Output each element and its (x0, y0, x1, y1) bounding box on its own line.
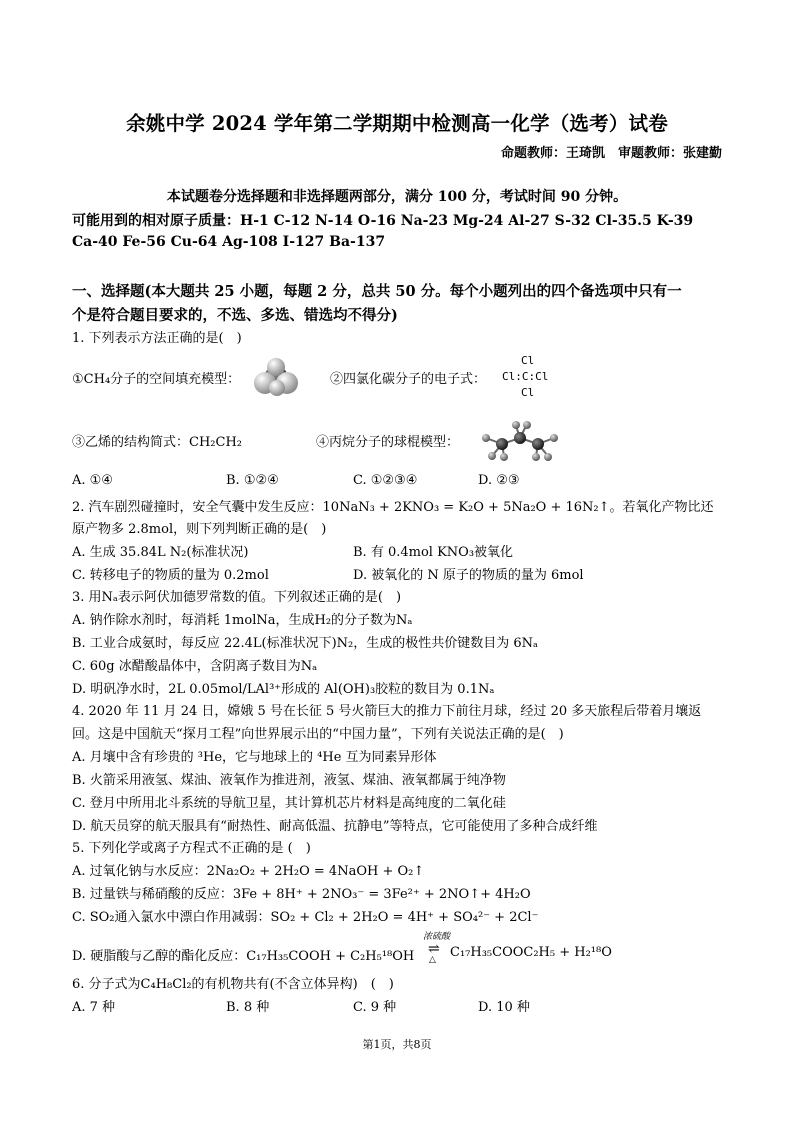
q6-stem: 6. 分子式为C₄H₈Cl₂的有机物共有(不含立体异构) ( ) (72, 977, 394, 992)
ccl4-electron-formula (502, 354, 552, 402)
q2-stem-line-2: 原产物多 2.8mol，则下列判断正确的是( ) (72, 522, 327, 537)
q6-option-a: A. 7 种 (72, 1000, 116, 1015)
q3-option-a: A. 钠作除水剂时，每消耗 1molNa，生成H₂的分子数为Nₐ (72, 613, 413, 628)
q1-item-3: ③乙烯的结构简式：CH₂CH₂ (72, 435, 242, 450)
q1-option-a: A. ①④ (72, 473, 113, 488)
q2-option-b: B. 有 0.4mol KNO₃被氧化 (353, 545, 514, 560)
q5-catalyst-label: 浓硫酸 (423, 932, 451, 942)
q1-option-c: C. ①②③④ (353, 473, 418, 488)
q1-item-1: ①CH₄分子的空间填充模型： (72, 372, 241, 387)
q3-option-d: D. 明矾净水时，2L 0.05mol/LAl³⁺形成的 Al(OH)₃胶粒的数目为 0.1Nₐ (72, 682, 495, 697)
q1-item-2: ②四氯化碳分子的电子式： (330, 372, 487, 387)
q6-option-b: B. 8 种 (226, 1000, 270, 1015)
exam-notice: 本试题卷分选择题和非选择题两部分，满分 100 分，考试时间 90 分钟。 (166, 189, 628, 205)
q3-option-c: C. 60g 冰醋酸晶体中，含阴离子数目为Nₐ (72, 659, 318, 674)
section-heading-line-1: 一、选择题(本大题共 25 小题，每题 2 分，总共 50 分。每个小题列出的四个备选项中只有一 (72, 283, 682, 300)
q5-option-d-right: C₁₇H₃₅COOC₂H₅ + H₂¹⁸O (450, 945, 612, 960)
ccl4-top-cl: Cl (521, 354, 535, 367)
q5-option-b: B. 过量铁与稀硝酸的反应：3Fe + 8H⁺ + 2NO₃⁻ = 3Fe²⁺ + 2NO↑+ 4H₂O (72, 887, 531, 902)
atomic-mass-line-2: Ca-40 Fe-56 Cu-64 Ag-108 I-127 Ba-137 (72, 234, 386, 250)
q1-item-4: ④丙烷分子的球棍模型： (316, 435, 460, 450)
q4-option-d: D. 航天员穿的航天服具有“耐热性、耐高低温、抗静电”等特点，它可能使用了多种合成纤维 (72, 819, 598, 834)
section-heading-line-2: 个是符合题目要求的，不选、多选、错选均不得分) (72, 307, 398, 324)
q2-stem-line-1: 2. 汽车剧烈碰撞时，安全气囊中发生反应：10NaN₃ + 2KNO₃ = K₂O + 5Na₂O + 16N₂↑。若氧化产物比还 (72, 500, 714, 515)
ccl4-bottom-cl: Cl (521, 386, 535, 399)
atomic-mass-line-1: 可能用到的相对原子质量：H-1 C-12 N-14 O-16 Na-23 Mg-24 Al-27 S-32 Cl-35.5 K-39 (72, 213, 694, 229)
teacher-credits: 命题教师：王琦凯 审题教师：张建勤 (500, 146, 722, 161)
q1-stem: 1. 下列表示方法正确的是( ) (72, 331, 242, 346)
q4-option-a: A. 月壤中含有珍贵的 ³He，它与地球上的 ⁴He 互为同素异形体 (72, 750, 437, 765)
exam-title: 余姚中学 2024 学年第二学期期中检测高一化学（选考）试卷 (126, 112, 668, 135)
q2-option-a: A. 生成 35.84L N₂(标准状况) (72, 545, 249, 560)
ccl4-middle: Cl:C:Cl (502, 370, 549, 383)
q5-option-a: A. 过氧化钠与水反应：2Na₂O₂ + 2H₂O = 4NaOH + O₂↑ (72, 864, 425, 879)
q5-option-d-left: D. 硬脂酸与乙醇的酯化反应：C₁₇H₃₅COOH + C₂H₅¹⁸OH (72, 949, 415, 964)
q4-stem-line-2: 回。这是中国航天“探月工程”向世界展示出的“中国力量”，下列有关说法正确的是( ) (72, 727, 564, 742)
q3-stem: 3. 用Nₐ表示阿伏加德罗常数的值。下列叙述正确的是( ) (72, 590, 402, 605)
propane-ball-and-stick-model (478, 418, 562, 464)
q5-option-c: C. SO₂通入氯水中漂白作用减弱：SO₂ + Cl₂ + 2H₂O = 4H⁺ + SO₄²⁻ + 2Cl⁻ (72, 910, 539, 925)
q3-option-b: B. 工业合成氨时，每反应 22.4L(标准状况下)N₂，生成的极性共价键数目为 6Nₐ (72, 636, 539, 651)
methane-space-filling-model (252, 357, 300, 397)
q2-option-d: D. 被氧化的 N 原子的物质的量为 6mol (353, 568, 584, 583)
q4-option-b: B. 火箭采用液氢、煤油、液氧作为推进剂，液氢、煤油、液氧都属于纯净物 (72, 773, 506, 788)
q6-option-c: C. 9 种 (353, 1000, 397, 1015)
q2-option-c: C. 转移电子的物质的量为 0.2mol (72, 568, 269, 583)
q5-stem: 5. 下列化学或离子方程式不正确的是 ( ) (72, 841, 311, 856)
q6-option-d: D. 10 种 (478, 1000, 530, 1015)
q1-option-d: D. ②③ (478, 473, 520, 488)
q1-option-b: B. ①②④ (226, 473, 279, 488)
q5-heat-label: △ (429, 955, 436, 965)
q4-option-c: C. 登月中所用北斗系统的导航卫星，其计算机芯片材料是高纯度的二氧化硅 (72, 796, 506, 811)
page-number: 第1页，共8页 (362, 1038, 432, 1051)
q4-stem-line-1: 4. 2020 年 11 月 24 日，嫦娥 5 号在长征 5 号火箭巨大的推力下前往月球，经过 20 多天旅程后带着月壤返 (72, 704, 702, 719)
q5-equilibrium-arrow: ⇌ (428, 941, 440, 957)
